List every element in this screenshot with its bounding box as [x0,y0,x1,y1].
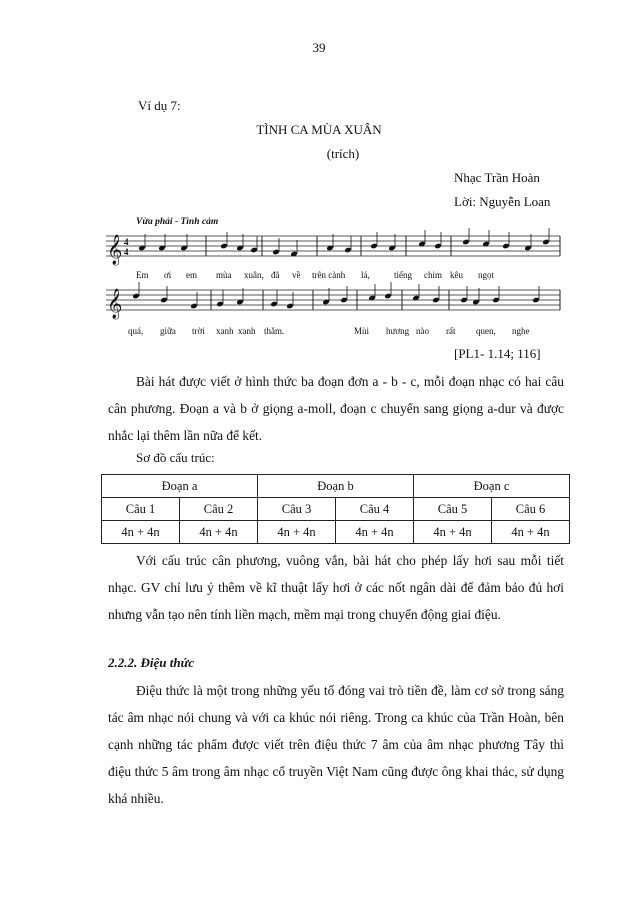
composer: Nhạc Trần Hoàn [454,170,540,185]
measure-cell: 4n + 4n [336,521,414,544]
section-a: Đoạn a [102,475,258,498]
table-row-sections [102,475,570,498]
section-b: Đoạn b [258,475,414,498]
lyricist: Lời: Nguyễn Loan [454,194,551,209]
lyrics-line-2 [128,326,530,336]
example-label: Ví dụ 7: [138,98,181,113]
table-row-measures [102,521,570,544]
table-row-phrases [102,498,570,521]
structure-label: Sơ đồ cấu trúc: [136,450,215,465]
svg-text:𝄞: 𝄞 [107,235,123,265]
svg-text:4: 4 [124,247,129,257]
measure-cell: 4n + 4n [492,521,570,544]
lyric-syllable: ngọt [478,270,495,280]
phrase-cell: Câu 6 [492,498,570,521]
paragraph-mode: Điệu thức là một trong những yếu tố đóng vai trò tiền đề, làm cơ sở trong sáng tác âm nhạc nói chung và với ca khúc nói riêng. Trong ca khúc của Trần Hoàn, bên cạnh những tác phẩm được viết trên điệu thức 7 âm của âm nhạc phương Tây thì điệu thức 5 âm trong âm nhạc cổ truyền Việt Nam cũng được ông khai thác, sử dụng khá nhiều. [108,683,564,806]
lyric-syllable: giữa [160,326,176,336]
lyric-syllable: đã [271,270,280,280]
measure-cell: 4n + 4n [102,521,180,544]
lyric-syllable: quen, [476,326,496,336]
song-subtitle: (trích) [326,146,360,161]
page-number: 39 [312,40,326,55]
measure-cell: 4n + 4n [180,521,258,544]
lyric-syllable: xanh [238,326,256,336]
measure-cell: 4n + 4n [258,521,336,544]
lyric-syllable: xuân, [244,270,264,280]
lyric-syllable: nào [416,326,429,336]
structure-table [101,474,570,544]
citation: [PL1- 1.14; 116] [454,346,541,361]
tempo-marking: Vừa phải - Tình cảm [136,217,219,227]
lyric-syllable: rất [446,326,456,336]
lyric-syllable: em [186,270,197,280]
phrase-cell: Câu 2 [180,498,258,521]
song-title: TÌNH CA MÙA XUÂN [256,122,382,137]
lyric-syllable: thẳm. [264,326,285,336]
lyric-syllable: chim [424,270,442,280]
svg-text:4: 4 [124,237,129,247]
phrase-cell: Câu 5 [414,498,492,521]
lyrics-line-1 [136,270,495,280]
lyric-syllable: tiếng [394,270,412,280]
music-score [104,212,562,340]
section-heading: 2.2.2. Điệu thức [108,655,195,670]
lyric-syllable: xanh [216,326,234,336]
lyric-syllable: mùa [216,270,232,280]
phrase-cell: Câu 3 [258,498,336,521]
phrase-cell: Câu 4 [336,498,414,521]
staff-2 [106,282,560,320]
lyric-syllable: Em [136,270,149,280]
lyric-syllable: nghe [512,326,530,336]
staff-1 [106,228,560,266]
lyric-syllable: lá, [361,270,370,280]
lyric-syllable: trời [192,326,205,336]
lyric-syllable: hương [386,326,410,336]
lyric-syllable: quá, [128,326,144,336]
paragraph-breathing: Với cấu trúc cân phương, vuông vắn, bài hát cho phép lấy hơi sau mỗi tiết nhạc. GV chỉ lưu ý thêm về kĩ thuật lấy hơi ở các nốt ngân dài để đảm bảo đủ hơi nhưng vẫn tạo nên tính liền mạch, mềm mại trong chuyển động giai điệu. [108,553,564,622]
section-c: Đoạn c [414,475,570,498]
measure-cell: 4n + 4n [414,521,492,544]
phrase-cell: Câu 1 [102,498,180,521]
lyric-syllable: trên cành [312,270,346,280]
svg-text:𝄞: 𝄞 [107,289,123,319]
lyric-syllable: Mùi [354,326,370,336]
lyric-syllable: về [292,270,301,280]
lyric-syllable: kêu [450,270,463,280]
paragraph-form: Bài hát được viết ở hình thức ba đoạn đơn a - b - c, mỗi đoạn nhạc có hai câu cân phương. Đoạn a và b ở giọng a-moll, đoạn c chuyển sang giọng a-dur và được nhắc lại thêm lần nữa để kết. [108,374,564,443]
lyric-syllable: ơi [164,270,172,280]
